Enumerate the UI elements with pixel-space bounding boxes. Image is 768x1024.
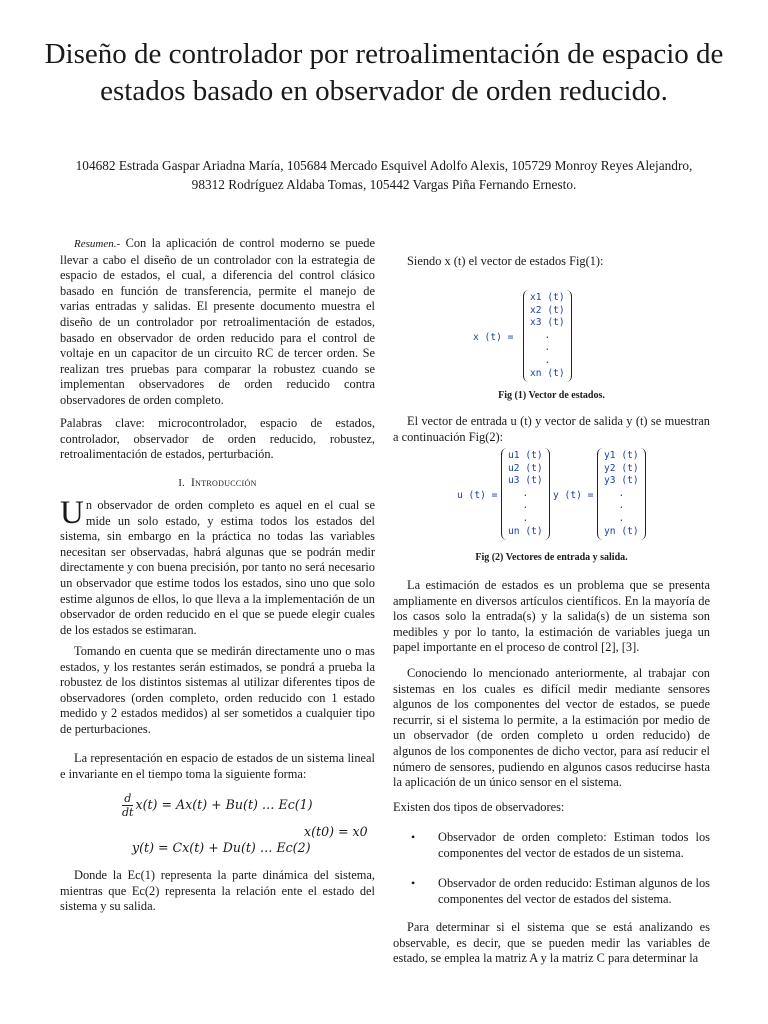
initial-condition: x(t0) = x0 bbox=[304, 824, 368, 839]
equation-1: $\frac{d}{dt}$ x(t) = Ax(t) + Bu(t) … Ec(1) bbox=[122, 792, 313, 819]
output-vector-label: y (t) = bbox=[553, 490, 594, 501]
state-vector-matrix: x1 (t) x2 (t) x3 (t) . . . xn (t) bbox=[523, 290, 572, 382]
right-paragraph-1: Siendo x (t) el vector de estados Fig(1): bbox=[407, 254, 604, 268]
output-vector-matrix: y1 (t) y2 (t) y3 (t) . . . yn (t) bbox=[597, 448, 646, 540]
equation-2: y(t) = Cx(t) + Du(t) … Ec(2) bbox=[132, 840, 311, 855]
input-vector-label: u (t) = bbox=[457, 490, 498, 501]
right-paragraph-6: Para determinar si el sistema que se está analizando es observable, es decir, que se pueden medir las variables de estado, se emplea la matriz A y la matriz C para determinar la bbox=[393, 920, 710, 966]
section-heading bbox=[60, 476, 375, 492]
abstract bbox=[60, 236, 375, 409]
abstract-label: Resumen.- bbox=[74, 238, 121, 250]
right-paragraph-5: Existen dos tipos de observadores: bbox=[393, 800, 565, 814]
right-paragraph-2: El vector de entrada u (t) y vector de salida y (t) se muestran a continuación Fig(2): bbox=[393, 414, 710, 444]
intro-paragraph-1: Un observador de orden completo es aquel en el cual se mide un solo estado, y estima todos los estados del sistema, sin embargo en la práctica no todas las variables necesitan ser observadas, habrá algunas que se podrán medir directamente y con buena precisión, por tanto no será necesario un observador que estime todos los estados, sino uno que solo estime algunos de ellos, lo que lleva a la implementación de un observador de orden reducido en el que se puede elegir cuales de los estados se estimaran. bbox=[60, 495, 375, 637]
input-vector-matrix: u1 (t) u2 (t) u3 (t) . . . un (t) bbox=[501, 448, 550, 540]
figure-1-caption: Fig (1) Vector de estados. bbox=[498, 390, 605, 401]
right-paragraph-3: La estimación de estados es un problema que se presenta ampliamente en diversos artículos científicos. En la mayoría de los casos solo la entrada(s) y la salida(s) de un sistema son medibles y por lo tanto, la estimación de variables juega un papel importante en el proceso de control [2], [3]. bbox=[393, 578, 710, 655]
intro-paragraph-2: Tomando en cuenta que se medirán directamente uno o mas estados, y los restantes serán estimados, se pondrá a prueba la robustez de los distintos sistemas al utilizar diferentes tipos de observadores (orden completo, orden reducido con 1 estado medido y 2 estados medidos) al ser sometidos a cualquier tipo de perturbaciones. bbox=[60, 644, 375, 736]
section-number: I. bbox=[178, 478, 186, 489]
bullet-icon: • bbox=[411, 876, 416, 890]
right-paragraph-4: Conociendo lo mencionado anteriormente, al trabajar con sistemas en los cuales es difícil medir mediante sensores algunos de los componentes del vector de estados, se puede recurrir, si el sistema lo permite, a la estimación por medio de un observador (de orden completo u orden reducido) de algunos de los componentes de dicho vector, para así reducir el número de sensores, pudiendo en algunos casos reducirse hasta la aplicación de un único sensor en el sistema. bbox=[393, 666, 710, 790]
paper-title: Diseño de controlador por retroalimentación de espacio de estados basado en observador de orden reducido. bbox=[44, 38, 724, 107]
state-vector-label: x (t) = bbox=[473, 332, 514, 343]
intro-paragraph-4: Donde la Ec(1) representa la parte dinámica del sistema, mientras que Ec(2) representa la relación ente el estado del sistema y su salida. bbox=[60, 868, 375, 914]
drop-cap: U bbox=[60, 495, 84, 531]
intro-paragraph-3: La representación en espacio de estados de un sistema lineal e invariante en el tiempo toma la siguiente forma: bbox=[60, 751, 375, 781]
abstract-text: Con la aplicación de control moderno se puede llevar a cabo el diseño de un controlador con la estrategia de espacio de estados, el cual, a diferencia del control clásico basado en función de transferencia, permite el manejo de varias entradas y salidas. El presente documento muestra el diseño de un controlador por retroalimentación de estados, basado en observador de orden reducido para el control de voltaje en un capacitor de un circuito RC de tercer orden. Se realizan tres pruebas para comparar la robustez cuando se implementan observadores de orden reducido contra observadores de orden completo. bbox=[60, 236, 375, 407]
state-vector-figure bbox=[473, 290, 673, 384]
list-item: • Observador de orden completo: Estiman todos los componentes del vector de estados de un sistema. bbox=[411, 830, 710, 860]
keywords: Palabras clave: microcontrolador, espacio de estados, controlador, observador de orden reducido, robustez, retroalimentación de estados, perturbación. bbox=[60, 416, 375, 462]
figure-2-caption: Fig (2) Vectores de entrada y salida. bbox=[475, 552, 628, 563]
bullet-icon: • bbox=[411, 830, 416, 844]
io-vectors-figure bbox=[457, 448, 707, 542]
list-item: • Observador de orden reducido: Estiman algunos de los componentes del vector de estados del sistema. bbox=[411, 876, 710, 906]
author-list: 104682 Estrada Gaspar Ariadna María, 105684 Mercado Esquivel Adolfo Alexis, 105729 Monroy Reyes Alejandro, 98312 Rodríguez Aldaba Tomas, 105442 Vargas Piña Fernando Ernesto. bbox=[75, 158, 693, 192]
section-title: Introducción bbox=[191, 477, 257, 489]
